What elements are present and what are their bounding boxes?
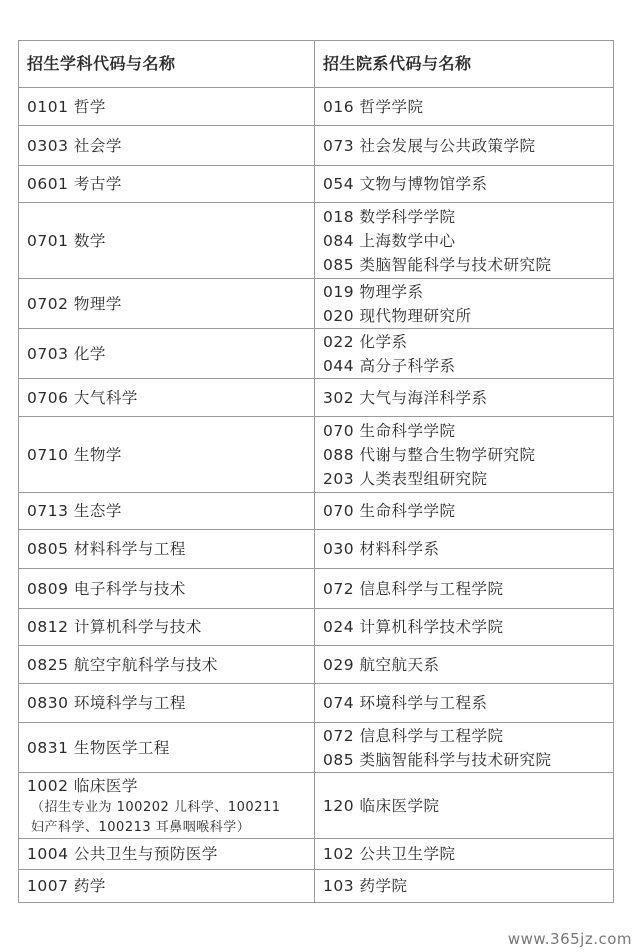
department-name: 018 数学科学学院 [323, 207, 456, 226]
discipline-cell [19, 166, 315, 203]
discipline-cell [19, 126, 315, 166]
department-name: 070 生命科学学院 [323, 421, 456, 440]
department-name: 085 类脑智能科学与技术研究院 [323, 255, 552, 274]
department-cell [315, 530, 614, 569]
discipline-name: 0809 电子科学与技术 [27, 579, 186, 598]
watermark: www.365jz.com [507, 930, 632, 948]
table-row [19, 839, 614, 870]
discipline-note: （招生专业为 100202 儿科学、100211 [31, 799, 281, 815]
discipline-name: 0701 数学 [27, 231, 106, 250]
discipline-name: 0710 生物学 [27, 445, 122, 464]
department-cell [315, 870, 614, 903]
department-cell [315, 723, 614, 773]
department-name: 073 社会发展与公共政策学院 [323, 136, 536, 155]
department-name: 072 信息科学与工程学院 [323, 726, 504, 745]
department-cell [315, 279, 614, 329]
discipline-cell [19, 530, 315, 569]
discipline-cell [19, 569, 315, 609]
department-name: 072 信息科学与工程学院 [323, 579, 504, 598]
table-row [19, 609, 614, 646]
table-row [19, 773, 614, 839]
department-name: 070 生命科学学院 [323, 502, 456, 520]
department-cell [315, 569, 614, 609]
department-cell [315, 417, 614, 493]
discipline-name: 0702 物理学 [27, 294, 122, 313]
department-name: 054 文物与博物馆学系 [323, 175, 488, 193]
department-cell [315, 773, 614, 839]
discipline-note: 妇产科学、100213 耳鼻咽喉科学） [31, 819, 251, 835]
discipline-name: 1007 药学 [27, 877, 106, 895]
table-row [19, 569, 614, 609]
discipline-cell [19, 773, 315, 839]
discipline-cell [19, 88, 315, 126]
department-name: 029 航空航天系 [323, 655, 440, 674]
department-cell [315, 126, 614, 166]
table-row [19, 279, 614, 329]
department-cell [315, 203, 614, 279]
department-name: 084 上海数学中心 [323, 231, 456, 250]
discipline-cell [19, 839, 315, 870]
table-row [19, 870, 614, 903]
header-discipline: 招生学科代码与名称 [19, 41, 315, 88]
department-cell [315, 684, 614, 723]
department-name: 024 计算机科学技术学院 [323, 618, 504, 636]
table-row [19, 530, 614, 569]
table-row [19, 166, 614, 203]
department-name: 103 药学院 [323, 877, 408, 895]
discipline-name: 0303 社会学 [27, 136, 122, 155]
department-cell [315, 493, 614, 530]
discipline-name: 0812 计算机科学与技术 [27, 618, 202, 636]
department-name: 030 材料科学系 [323, 540, 440, 558]
table-row [19, 379, 614, 417]
department-name: 074 环境科学与工程系 [323, 694, 488, 712]
table-row [19, 88, 614, 126]
department-name: 022 化学系 [323, 332, 408, 351]
table-row [19, 329, 614, 379]
table-row [19, 126, 614, 166]
department-cell [315, 166, 614, 203]
department-cell [315, 329, 614, 379]
discipline-cell [19, 329, 315, 379]
department-name: 302 大气与海洋科学系 [323, 388, 488, 407]
discipline-name: 0101 哲学 [27, 97, 106, 116]
department-cell [315, 839, 614, 870]
admission-table [18, 40, 614, 903]
header-department: 招生院系代码与名称 [315, 41, 614, 88]
discipline-name: 0805 材料科学与工程 [27, 540, 186, 558]
discipline-cell [19, 684, 315, 723]
department-name: 203 人类表型组研究院 [323, 469, 488, 488]
discipline-cell [19, 379, 315, 417]
department-cell [315, 609, 614, 646]
department-cell [315, 379, 614, 417]
table-row [19, 203, 614, 279]
department-name: 020 现代物理研究所 [323, 306, 472, 325]
discipline-name: 1004 公共卫生与预防医学 [27, 845, 218, 863]
table-row [19, 417, 614, 493]
table-row [19, 646, 614, 684]
discipline-cell [19, 493, 315, 530]
table-header-row [19, 41, 614, 88]
table-body [19, 88, 614, 903]
discipline-cell [19, 609, 315, 646]
department-name: 044 高分子科学系 [323, 356, 456, 375]
discipline-name: 0713 生态学 [27, 502, 122, 520]
discipline-cell [19, 279, 315, 329]
table-row [19, 684, 614, 723]
discipline-cell [19, 646, 315, 684]
discipline-name: 0706 大气科学 [27, 388, 138, 407]
department-name: 102 公共卫生学院 [323, 845, 456, 863]
department-cell [315, 88, 614, 126]
discipline-cell [19, 870, 315, 903]
department-name: 019 物理学系 [323, 282, 424, 301]
discipline-name: 1002 临床医学 [27, 776, 138, 795]
discipline-cell [19, 723, 315, 773]
discipline-name: 0601 考古学 [27, 175, 122, 193]
discipline-cell [19, 417, 315, 493]
table-row [19, 493, 614, 530]
discipline-name: 0703 化学 [27, 344, 106, 363]
department-name: 088 代谢与整合生物学研究院 [323, 445, 536, 464]
department-name: 085 类脑智能科学与技术研究院 [323, 750, 552, 769]
discipline-cell [19, 203, 315, 279]
department-name: 120 临床医学院 [323, 796, 440, 815]
department-cell [315, 646, 614, 684]
discipline-name: 0830 环境科学与工程 [27, 694, 186, 712]
discipline-name: 0831 生物医学工程 [27, 738, 170, 757]
table-row [19, 723, 614, 773]
department-name: 016 哲学学院 [323, 97, 424, 116]
discipline-name: 0825 航空宇航科学与技术 [27, 655, 218, 674]
